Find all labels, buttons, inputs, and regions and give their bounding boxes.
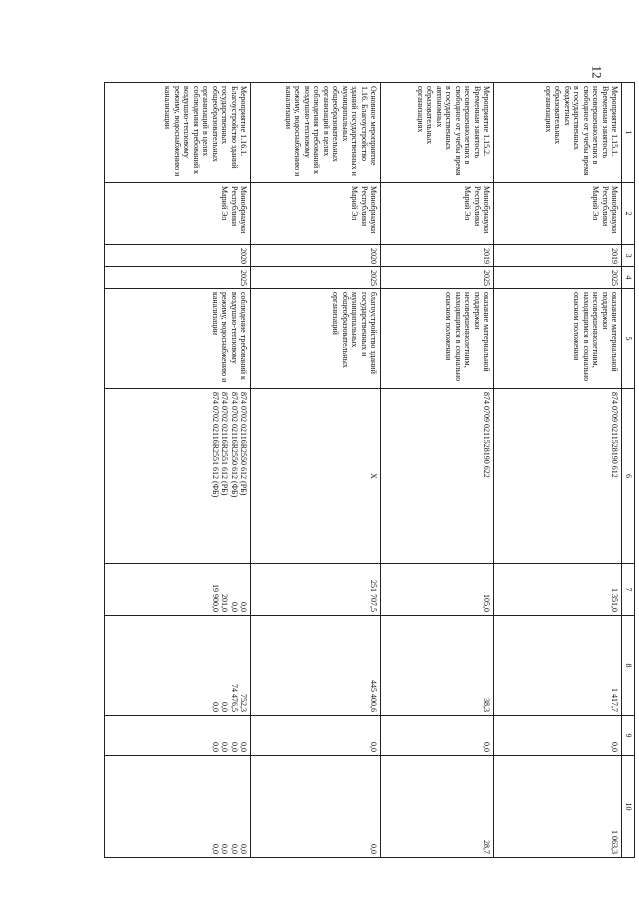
header-cell: 1 [622, 83, 635, 183]
header-cell: 5 [622, 289, 635, 389]
table-cell-c5: благоустройство зданий государственных и муниципальных общеобразовательных организаций [251, 289, 381, 389]
cell-line: 28,7 [482, 840, 491, 854]
cell-line: 0,0 [210, 844, 220, 854]
cell-line: 251 707,5 [369, 580, 378, 612]
table-cell-c7 [494, 564, 622, 616]
cell-line: 0,0 [239, 742, 248, 752]
table-cell-c6 [105, 389, 251, 564]
cell-line: 0,0 [229, 742, 239, 752]
cell-line: 1 417,7 [610, 688, 619, 712]
table-cell-c10 [381, 756, 494, 858]
header-cell: 6 [622, 389, 635, 564]
cell-line: 0,0 [482, 742, 491, 752]
cell-line: 0,0 [229, 844, 239, 854]
table-cell-c2: Минобрнауки Республики Марий Эл [381, 183, 494, 245]
table-cell-c3: 2020 [105, 245, 251, 267]
cell-line: 0,0 [210, 702, 220, 712]
table-cell-c6 [494, 389, 622, 564]
cell-line: 19 900,0 [210, 584, 220, 612]
table-row [251, 83, 381, 858]
header-cell: 8 [622, 616, 635, 716]
table-cell-c4: 2025 [105, 267, 251, 289]
cell-line: 874 0702 02116R2551 612 (ФБ) [210, 392, 220, 498]
cell-line: 0,0 [229, 602, 239, 612]
table-cell-c4: 2025 [494, 267, 622, 289]
header-cell: 2 [622, 183, 635, 245]
table-cell-c6 [381, 389, 494, 564]
cell-line: 38,3 [482, 698, 491, 712]
budget-table [104, 82, 635, 858]
table-cell-c1: Мероприятие 1.15.2. Временная занятость несовершеннолетних в свободное от учебы время в государственных автономных образовательных организациях [381, 83, 494, 183]
table-cell-c8 [105, 616, 251, 716]
table-cell-c3: 2019 [494, 245, 622, 267]
cell-line: 1 351,0 [610, 588, 619, 612]
cell-line: 0,0 [610, 742, 619, 752]
cell-line: 0,0 [369, 742, 378, 752]
header-cell: 3 [622, 245, 635, 267]
table-cell-c3: 2019 [381, 245, 494, 267]
table-cell-c3: 2020 [251, 245, 381, 267]
cell-line: 74 476,5 [229, 684, 239, 712]
table-cell-c1: Основное мероприятие 1.16. Благоустройство зданий государственных и муниципальных общеобразовательных организаций в целях соблюдения требований к воздушно-тепловому режиму, водоснабжению и канализации [251, 83, 381, 183]
table-body [105, 83, 622, 858]
table-cell-c7 [105, 564, 251, 616]
table-cell-c1: Мероприятие 1.16.1. Благоустройство зданий государственных общеобразовательных организаций в целях соблюдения требований к воздушно-тепловому режиму, водоснабжению и канализации [105, 83, 251, 183]
cell-line: 874 0709 0211528190 612 [610, 392, 619, 478]
table-cell-c10 [105, 756, 251, 858]
table-cell-c5: оказание материальной поддержки несовершеннолетним, находящимся в социально опасном положении [381, 289, 494, 389]
cell-line: 1 063,3 [610, 830, 619, 854]
cell-line: 752,3 [239, 694, 248, 712]
table-cell-c9 [105, 716, 251, 756]
table-cell-c7 [381, 564, 494, 616]
table-row [105, 83, 251, 858]
table-cell-c8 [494, 616, 622, 716]
cell-line: 0,0 [220, 844, 230, 854]
header-cell: 4 [622, 267, 635, 289]
table-cell-c8 [381, 616, 494, 716]
table-cell-c6 [251, 389, 381, 564]
table-cell-c4: 2025 [251, 267, 381, 289]
cell-line: 874 0702 02116R2551 612 (РБ) [220, 392, 230, 496]
table-cell-c2: Минобрнауки Республики Марий Эл [494, 183, 622, 245]
cell-line: 0,0 [239, 844, 248, 854]
table-row [494, 83, 622, 858]
table-cell-c4: 2025 [381, 267, 494, 289]
header-cell: 10 [622, 756, 635, 858]
table-row [381, 83, 494, 858]
cell-line: 874 0702 02116R2550 612 (РБ) [239, 392, 248, 496]
cell-line: 201,0 [220, 594, 230, 612]
cell-line: 874 0709 0211528190 622 [482, 392, 491, 478]
table-cell-c9 [494, 716, 622, 756]
header-row [622, 83, 635, 858]
table-cell-c9 [251, 716, 381, 756]
cell-line: 105,0 [482, 594, 491, 612]
cell-line: 0,0 [220, 702, 230, 712]
cell-line: 445 400,6 [369, 680, 378, 712]
rotated-table-container [118, 82, 635, 857]
cell-line: 0,0 [210, 742, 220, 752]
header-cell: 9 [622, 716, 635, 756]
table-cell-c10 [251, 756, 381, 858]
table-cell-c7 [251, 564, 381, 616]
header-cell: 7 [622, 564, 635, 616]
cell-line: X [369, 473, 378, 479]
cell-line: 0,0 [239, 602, 248, 612]
cell-line: 0,0 [220, 742, 230, 752]
table-cell-c9 [381, 716, 494, 756]
cell-line: 0,0 [369, 844, 378, 854]
page-number: 12 [589, 65, 605, 79]
table-cell-c2: Минобрнауки Республики Марий Эл [251, 183, 381, 245]
table-cell-c5: оказание материальной поддержки несовершеннолетним, находящимся в социально опасном положении [494, 289, 622, 389]
table-cell-c2: Минобрнауки Республики Марий Эл [105, 183, 251, 245]
table-cell-c5: соблюдение требований к воздушно-тепловому режиму, водоснабжению и канализации [105, 289, 251, 389]
table-cell-c1: Мероприятие 1.15.1. Временная занятость несовершеннолетних в свободное от учебы время в государственных бюджетных образовательных организациях [494, 83, 622, 183]
table-cell-c10 [494, 756, 622, 858]
table-cell-c8 [251, 616, 381, 716]
cell-line: 874 0702 02116R2550 612 (ФБ) [229, 392, 239, 498]
